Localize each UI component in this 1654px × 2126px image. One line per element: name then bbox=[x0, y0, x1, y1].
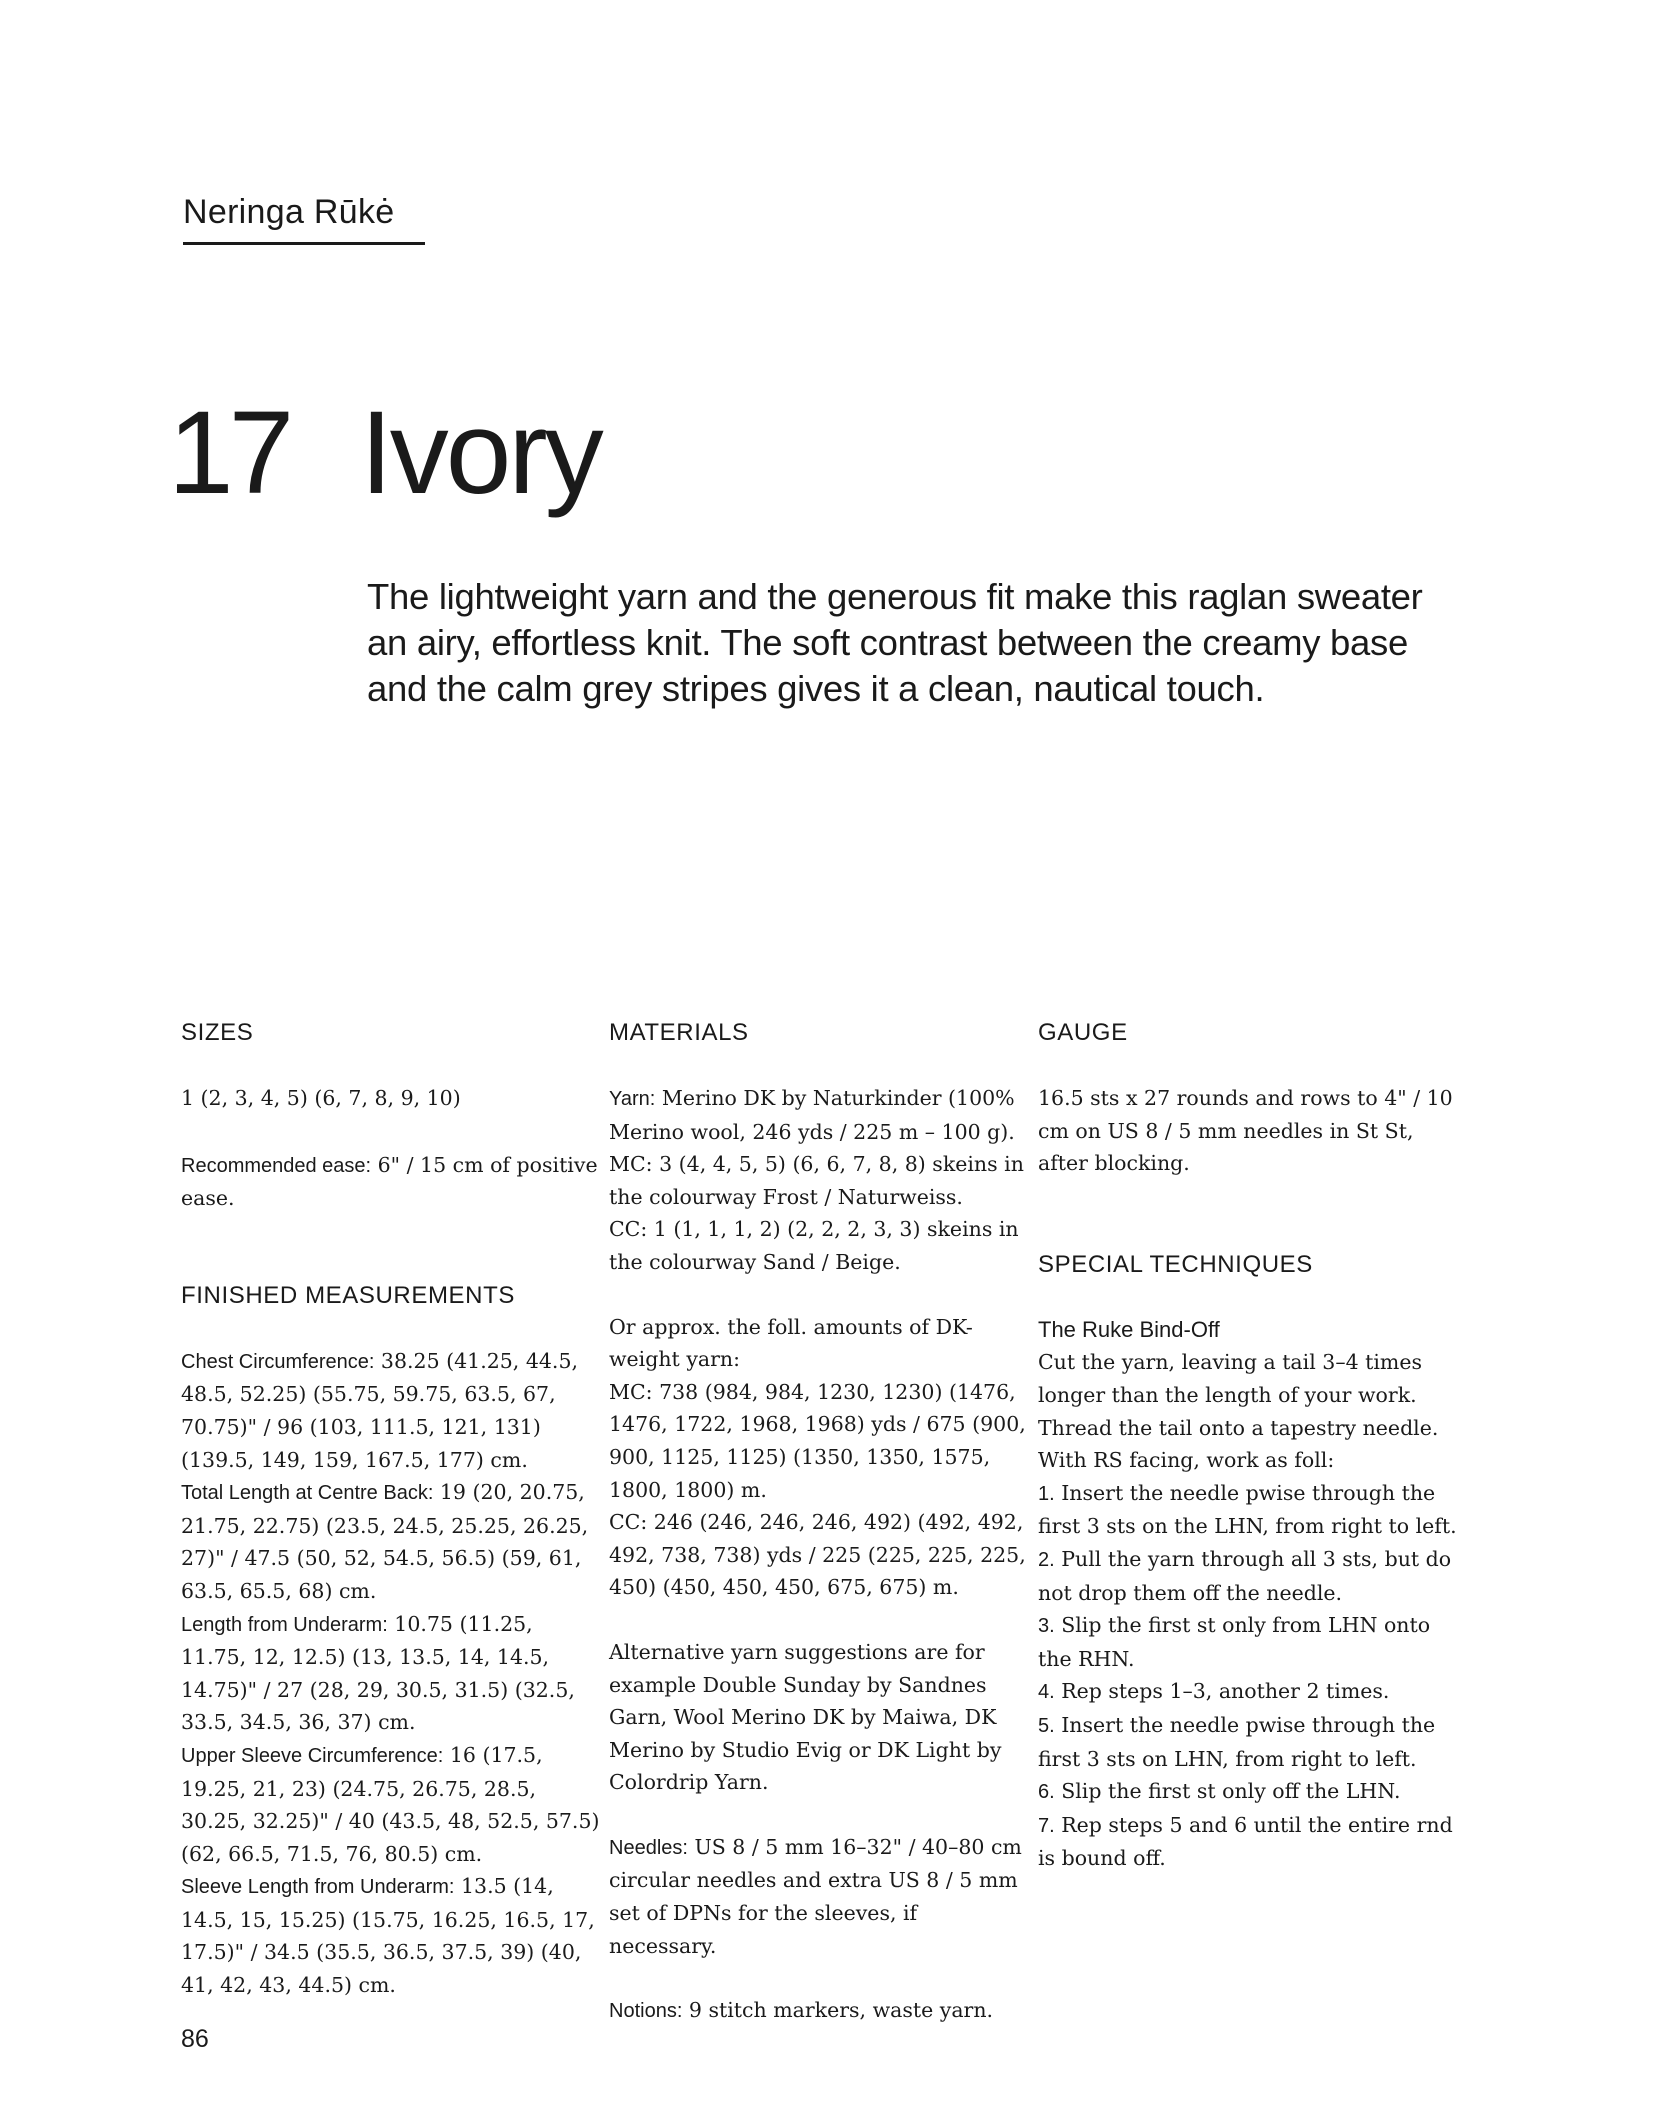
step-number: 6. bbox=[1038, 1781, 1055, 1804]
measurement-label: Total Length at Centre Back: bbox=[181, 1482, 434, 1505]
materials-heading: MATERIALS bbox=[609, 1019, 749, 1046]
special-techniques-heading: SPECIAL TECHNIQUES bbox=[1038, 1250, 1313, 1278]
notions-info bbox=[609, 1994, 1029, 2028]
measurement-text: 16 (17.5, 19.25, 21, 23) (24.75, 26.75, 28.5, 30.25, 32.25)" / 40 (43.5, 48, 52.5, 57.5) (62, 66.5, 71.5, 76, 80.5) cm. bbox=[181, 1742, 600, 1866]
step-text: Slip the first st only from LHN onto the RHN. bbox=[1038, 1613, 1431, 1671]
notions-label: Notions: bbox=[609, 2000, 683, 2023]
page-number: 86 bbox=[181, 2025, 209, 2053]
ease-label: Recommended ease: bbox=[181, 1154, 372, 1177]
notions-text: 9 stitch markers, waste yarn. bbox=[682, 1998, 994, 2023]
intro-paragraph: The lightweight yarn and the generous fit make this raglan sweater an airy, effortless knit. The soft contrast between the creamy base and the calm grey stripes gives it a clean, nautical touch. bbox=[367, 576, 1423, 709]
ease-text: 6" / 15 cm of positive ease. bbox=[181, 1152, 598, 1211]
step-text: Insert the needle pwise through the first 3 sts on the LHN, from right to left. bbox=[1038, 1480, 1457, 1539]
column-sizes-measurements bbox=[181, 1016, 601, 2002]
technique-step bbox=[1038, 1609, 1458, 1675]
technique-step bbox=[1038, 1543, 1458, 1609]
approx-intro: Or approx. the foll. amounts of DK-weight yarn: bbox=[609, 1314, 973, 1372]
author-name: Neringa Rūkė bbox=[183, 192, 425, 245]
needles-info bbox=[609, 1831, 1029, 1962]
step-number: 5. bbox=[1038, 1714, 1055, 1737]
measurement-item bbox=[181, 1870, 601, 2001]
measurement-item bbox=[181, 1345, 601, 1476]
step-text: Slip the first st only off the LHN. bbox=[1054, 1779, 1401, 1804]
measurement-text: 13.5 (14, 14.5, 15, 15.25) (15.75, 16.25, 16.5, 17, 17.5)" / 34.5 (35.5, 36.5, 37.5, 39) (40, 41, 42, 43, 44.5) cm. bbox=[181, 1874, 595, 1998]
approx-mc: MC: 738 (984, 984, 1230, 1230) (1476, 1476, 1722, 1968, 1968) yds / 675 (900, 900, 1125, 1125) (1350, 1350, 1575, 1800, 1800) m. bbox=[609, 1379, 1026, 1502]
sizes-heading: SIZES bbox=[181, 1019, 254, 1046]
recommended-ease bbox=[181, 1149, 601, 1215]
step-text: Rep steps 5 and 6 until the entire rnd is bound off. bbox=[1038, 1812, 1453, 1871]
finished-measurements-heading: FINISHED MEASUREMENTS bbox=[181, 1281, 515, 1309]
measurement-label: Upper Sleeve Circumference: bbox=[181, 1744, 444, 1767]
gauge-heading: GAUGE bbox=[1038, 1019, 1128, 1046]
needles-label: Needles: bbox=[609, 1836, 688, 1859]
technique-step bbox=[1038, 1709, 1458, 1775]
step-number: 4. bbox=[1038, 1681, 1055, 1704]
step-number: 7. bbox=[1038, 1814, 1055, 1837]
technique-subheading: The Ruke Bind-Off bbox=[1038, 1316, 1220, 1342]
step-number: 3. bbox=[1038, 1615, 1055, 1638]
technique-step bbox=[1038, 1675, 1458, 1709]
alternative-yarns: Alternative yarn suggestions are for example Double Sunday by Sandnes Garn, Wool Merino DK by Maiwa, DK Merino by Studio Evig or DK Light by Colordrip Yarn. bbox=[609, 1639, 1002, 1795]
yarn-label: Yarn: bbox=[609, 1088, 656, 1110]
technique-step bbox=[1038, 1477, 1458, 1543]
gauge-text: 16.5 sts x 27 rounds and rows to 4" / 10 cm on US 8 / 5 mm needles in St St, after blocking. bbox=[1038, 1086, 1453, 1176]
column-materials bbox=[609, 1016, 1029, 2028]
yarn-info bbox=[609, 1082, 1029, 1148]
measurement-label: Chest Circumference: bbox=[181, 1350, 375, 1373]
needles-text: US 8 / 5 mm 16–32" / 40–80 cm circular needles and extra US 8 / 5 mm set of DPNs for the sleeves, if necessary. bbox=[609, 1834, 1022, 1958]
yarn-cc: CC: 1 (1, 1, 1, 2) (2, 2, 2, 3, 3) skeins in the colourway Sand / Beige. bbox=[609, 1217, 1019, 1274]
step-number: 2. bbox=[1038, 1548, 1055, 1571]
measurement-text: 38.25 (41.25, 44.5, 48.5, 52.25) (55.75, 59.75, 63.5, 67, 70.75)" / 96 (103, 111.5, 121, 131) (139.5, 149, 159, 167.5, 177) cm. bbox=[181, 1348, 579, 1472]
step-number: 1. bbox=[1038, 1482, 1055, 1505]
measurement-item bbox=[181, 1476, 601, 1607]
sizes-list: 1 (2, 3, 4, 5) (6, 7, 8, 9, 10) bbox=[181, 1086, 461, 1110]
column-gauge-techniques bbox=[1038, 1016, 1458, 1875]
measurement-item bbox=[181, 1608, 601, 1739]
measurement-label: Sleeve Length from Underarm: bbox=[181, 1876, 455, 1899]
measurement-text: 19 (20, 20.75, 21.75, 22.75) (23.5, 24.5, 25.25, 26.25, 27)" / 47.5 (50, 52, 54.5, 56.5) (59, 61, 63.5, 65.5, 68) cm. bbox=[181, 1480, 589, 1603]
technique-intro: Cut the yarn, leaving a tail 3–4 times longer than the length of your work. Thread the tail onto a tapestry needle. With RS facing, work as foll: bbox=[1038, 1350, 1439, 1473]
yarn-mc: MC: 3 (4, 4, 5, 5) (6, 6, 7, 8, 8) skeins in the colourway Frost / Naturweiss. bbox=[609, 1152, 1024, 1209]
pattern-title: Ivory bbox=[360, 387, 601, 519]
technique-step bbox=[1038, 1775, 1458, 1809]
pattern-number: 17 bbox=[168, 387, 290, 519]
step-text: Insert the needle pwise through the first 3 sts on LHN, from right to left. bbox=[1038, 1712, 1436, 1771]
technique-step bbox=[1038, 1809, 1458, 1875]
measurement-text: 10.75 (11.25, 11.75, 12, 12.5) (13, 13.5, 14, 14.5, 14.75)" / 27 (28, 29, 30.5, 31.5) (32.5, 33.5, 34.5, 36, 37) cm. bbox=[181, 1611, 575, 1735]
step-text: Pull the yarn through all 3 sts, but do not drop them off the needle. bbox=[1038, 1546, 1452, 1605]
step-text: Rep steps 1–3, another 2 times. bbox=[1054, 1679, 1390, 1704]
yarn-text: Merino DK by Naturkinder (100% Merino wool, 246 yds / 225 m – 100 g). bbox=[609, 1086, 1015, 1144]
measurement-item bbox=[181, 1739, 601, 1870]
approx-cc: CC: 246 (246, 246, 246, 492) (492, 492, 492, 738, 738) yds / 225 (225, 225, 225, 450) (450, 450, 450, 675, 675) m. bbox=[609, 1510, 1026, 1600]
measurement-label: Length from Underarm: bbox=[181, 1613, 388, 1636]
